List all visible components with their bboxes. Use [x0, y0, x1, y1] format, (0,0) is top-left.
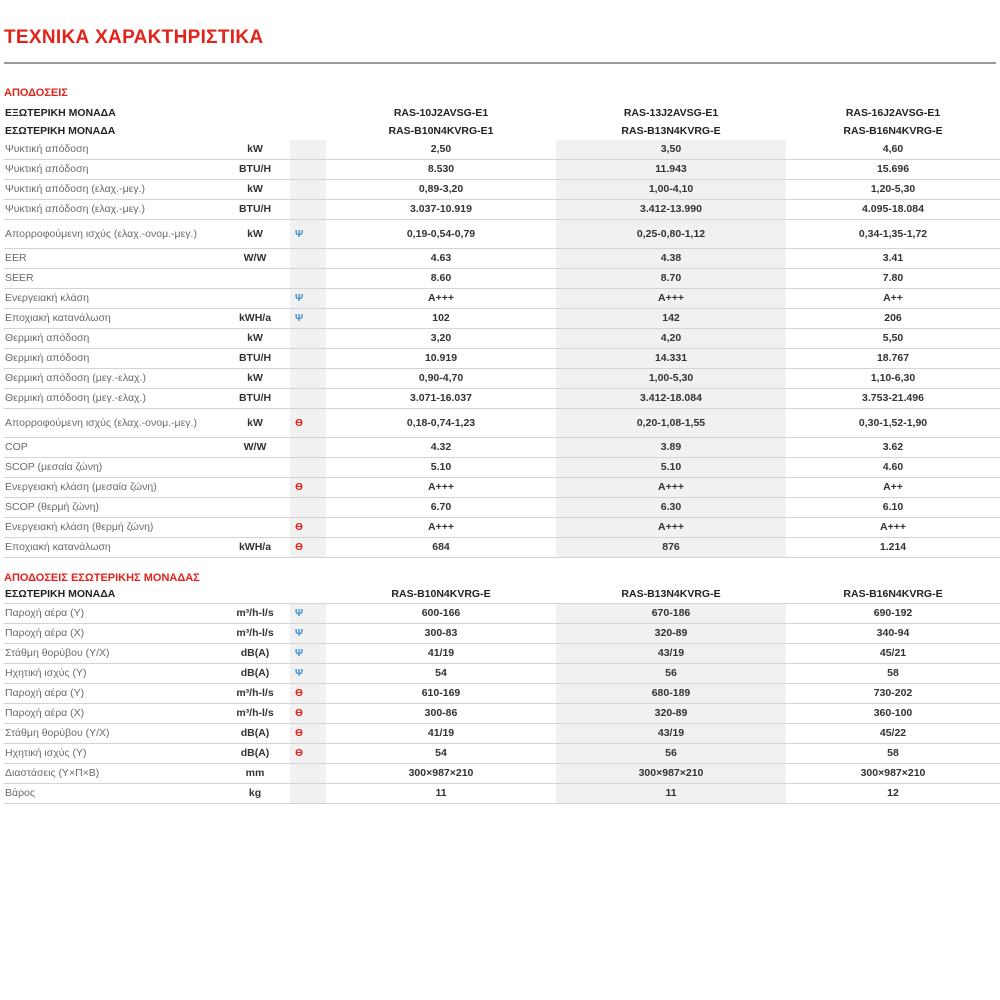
- row-unit: kW: [220, 180, 290, 200]
- row-gap: [308, 349, 326, 369]
- value-model-1: 0,90-4,70: [326, 369, 556, 389]
- value-model-3: 15.696: [786, 160, 1000, 180]
- model-name: RAS-B10N4KVRG-E1: [388, 124, 494, 137]
- row-gap: [308, 140, 326, 160]
- row-unit: kW: [220, 140, 290, 160]
- value-model-2: A+++: [556, 478, 786, 498]
- page-title: ΤΕΧΝΙΚΑ ΧΑΡΑΚΤΗΡΙΣΤΙΚΑ: [4, 27, 264, 48]
- row-label: Εποχιακή κατανάλωση: [4, 309, 220, 329]
- row-unit: BTU/H: [220, 389, 290, 409]
- row-unit: m³/h-l/s: [220, 684, 290, 704]
- value-model-3: 3.41: [786, 249, 1000, 269]
- model-name: RAS-B16N4KVRG-E: [786, 585, 1000, 604]
- row-label: Διαστάσεις (Υ×Π×Β): [4, 764, 220, 784]
- row-unit: m³/h-l/s: [220, 624, 290, 644]
- icon-cell: [290, 784, 308, 804]
- value-model-3: 730-202: [786, 684, 1000, 704]
- row-gap: [308, 309, 326, 329]
- table-header-row: [4, 104, 1000, 122]
- row-label: SCOP (θερμή ζώνη): [4, 498, 220, 518]
- table-row: [4, 200, 1000, 220]
- row-unit: [220, 289, 290, 309]
- value-model-2: 56: [556, 664, 786, 684]
- value-model-2: 3,50: [556, 140, 786, 160]
- heating-icon: [290, 744, 308, 764]
- value-model-2: 0,20-1,08-1,55: [556, 409, 786, 438]
- row-gap: [308, 389, 326, 409]
- row-label: Ψυκτική απόδοση: [4, 140, 220, 160]
- value-model-3: 45/21: [786, 644, 1000, 664]
- heating-icon: [290, 684, 308, 704]
- icon-cell: [290, 458, 308, 478]
- table-row: [4, 409, 1000, 438]
- row-gap: [308, 220, 326, 249]
- heating-icon: [290, 724, 308, 744]
- heating-mode-icon: ϴ: [295, 708, 303, 719]
- row-gap: [308, 478, 326, 498]
- value-model-2: 11: [556, 784, 786, 804]
- section-heading-indoor: ΑΠΟΔΟΣΕΙΣ ΕΣΩΤΕΡΙΚΗΣ ΜΟΝΑΔΑΣ: [4, 572, 200, 584]
- indoor-table: [4, 585, 1000, 804]
- section-heading-performance: ΑΠΟΔΟΣΕΙΣ: [4, 87, 68, 99]
- value-model-1: A+++: [326, 478, 556, 498]
- table-row: [4, 538, 1000, 558]
- value-model-2: 320-89: [556, 624, 786, 644]
- model-name: RAS-16J2AVSG-E1: [845, 106, 941, 119]
- row-label: SCOP (μεσαία ζώνη): [4, 458, 220, 478]
- row-label: Ψυκτική απόδοση (ελαχ.-μεγ.): [4, 200, 220, 220]
- row-unit: m³/h-l/s: [220, 704, 290, 724]
- heating-icon: [290, 409, 308, 438]
- row-gap: [308, 704, 326, 724]
- model-name: RAS-10J2AVSG-E1: [393, 106, 489, 119]
- value-model-3: 7.80: [786, 269, 1000, 289]
- value-model-1: 300-86: [326, 704, 556, 724]
- table-row: [4, 349, 1000, 369]
- model-name: RAS-B16N4KVRG-E: [843, 124, 943, 137]
- value-model-3: 1,20-5,30: [786, 180, 1000, 200]
- value-model-2: 5.10: [556, 458, 786, 478]
- row-gap: [308, 684, 326, 704]
- row-unit: kW: [220, 329, 290, 349]
- value-model-1: 3.071-16.037: [326, 389, 556, 409]
- row-label: Ενεργειακή κλάση: [4, 289, 220, 309]
- table-row: [4, 684, 1000, 704]
- value-model-2: 43/19: [556, 724, 786, 744]
- table-row: [4, 764, 1000, 784]
- table-row: [4, 438, 1000, 458]
- value-model-1: 4.32: [326, 438, 556, 458]
- value-model-1: 0,19-0,54-0,79: [326, 220, 556, 249]
- row-label: Παροχή αέρα (Υ): [4, 684, 220, 704]
- value-model-3: 4.095-18.084: [786, 200, 1000, 220]
- icon-cell: [290, 200, 308, 220]
- row-label: Ηχητική ισχύς (Υ): [4, 664, 220, 684]
- row-label: Παροχή αέρα (Υ): [4, 604, 220, 624]
- value-model-2: 3.412-13.990: [556, 200, 786, 220]
- value-model-3: A++: [786, 478, 1000, 498]
- row-gap: [308, 269, 326, 289]
- heating-mode-icon: ϴ: [295, 522, 303, 533]
- cooling-icon: [290, 664, 308, 684]
- header-icon-spacer: [290, 585, 308, 604]
- value-model-3: 45/22: [786, 724, 1000, 744]
- performance-table: [4, 104, 1000, 558]
- row-unit: m³/h-l/s: [220, 604, 290, 624]
- row-label: Απορροφούμενη ισχύς (ελαχ.-ονομ.-μεγ.): [4, 409, 220, 438]
- heating-icon: [290, 478, 308, 498]
- header-label: ΕΣΩΤΕΡΙΚΗ ΜΟΝΑΔΑ: [4, 585, 220, 604]
- value-model-2: 8.70: [556, 269, 786, 289]
- row-label: Θερμική απόδοση (μεγ.-ελαχ.): [4, 369, 220, 389]
- row-unit: [220, 498, 290, 518]
- value-model-3: 360-100: [786, 704, 1000, 724]
- row-gap: [308, 249, 326, 269]
- row-label: SEER: [4, 269, 220, 289]
- value-model-2: 0,25-0,80-1,12: [556, 220, 786, 249]
- row-unit: dB(A): [220, 644, 290, 664]
- value-model-2: 6.30: [556, 498, 786, 518]
- row-gap: [308, 289, 326, 309]
- value-model-2: 4.38: [556, 249, 786, 269]
- value-model-2: 11.943: [556, 160, 786, 180]
- title-divider: [4, 62, 996, 64]
- value-model-3: 4,60: [786, 140, 1000, 160]
- value-model-1: 54: [326, 744, 556, 764]
- value-model-1: A+++: [326, 518, 556, 538]
- row-label: Ψυκτική απόδοση: [4, 160, 220, 180]
- value-model-3: A++: [786, 289, 1000, 309]
- cooling-icon: [290, 624, 308, 644]
- row-gap: [308, 518, 326, 538]
- cooling-icon: [290, 289, 308, 309]
- value-model-3: 1,10-6,30: [786, 369, 1000, 389]
- value-model-1: 41/19: [326, 724, 556, 744]
- model-name: RAS-13J2AVSG-E1: [623, 106, 719, 119]
- row-unit: kWH/a: [220, 538, 290, 558]
- value-model-1: 11: [326, 784, 556, 804]
- header-gap: [308, 585, 326, 604]
- table-header-row: [4, 585, 1000, 604]
- row-unit: [220, 518, 290, 538]
- row-gap: [308, 604, 326, 624]
- icon-cell: [290, 269, 308, 289]
- table-row: [4, 458, 1000, 478]
- value-model-1: 600-166: [326, 604, 556, 624]
- heating-mode-icon: ϴ: [295, 748, 303, 759]
- row-label: Βάρος: [4, 784, 220, 804]
- cooling-mode-icon: Ψ: [294, 293, 304, 304]
- cooling-mode-icon: Ψ: [294, 668, 304, 679]
- value-model-3: 1.214: [786, 538, 1000, 558]
- row-label: Θερμική απόδοση (μεγ.-ελαχ.): [4, 389, 220, 409]
- row-label: Στάθμη θορύβου (Υ/Χ): [4, 724, 220, 744]
- value-model-2: 670-186: [556, 604, 786, 624]
- icon-cell: [290, 180, 308, 200]
- row-unit: dB(A): [220, 744, 290, 764]
- header-gap: [308, 122, 326, 140]
- value-model-1: 610-169: [326, 684, 556, 704]
- row-gap: [308, 644, 326, 664]
- value-model-1: 10.919: [326, 349, 556, 369]
- row-label: Παροχή αέρα (Χ): [4, 624, 220, 644]
- value-model-3: 5,50: [786, 329, 1000, 349]
- model-name: RAS-B13N4KVRG-E: [556, 585, 786, 604]
- value-model-1: 684: [326, 538, 556, 558]
- value-model-3: 690-192: [786, 604, 1000, 624]
- table-row: [4, 369, 1000, 389]
- row-unit: [220, 478, 290, 498]
- value-model-3: 3.62: [786, 438, 1000, 458]
- value-model-3: 340-94: [786, 624, 1000, 644]
- row-gap: [308, 409, 326, 438]
- heating-mode-icon: ϴ: [295, 482, 303, 493]
- value-model-1: 0,89-3,20: [326, 180, 556, 200]
- table-row: [4, 289, 1000, 309]
- row-label: Παροχή αέρα (Χ): [4, 704, 220, 724]
- value-model-1: 3.037-10.919: [326, 200, 556, 220]
- value-model-3: 0,34-1,35-1,72: [786, 220, 1000, 249]
- value-model-2: A+++: [556, 289, 786, 309]
- value-model-1: 5.10: [326, 458, 556, 478]
- table-row: [4, 220, 1000, 249]
- value-model-2: 56: [556, 744, 786, 764]
- row-unit: kg: [220, 784, 290, 804]
- value-model-2: 3.412-18.084: [556, 389, 786, 409]
- header-unit-spacer: [220, 585, 290, 604]
- model-name: RAS-B10N4KVRG-E: [326, 585, 556, 604]
- table-row: [4, 518, 1000, 538]
- icon-cell: [290, 140, 308, 160]
- value-model-3: 58: [786, 664, 1000, 684]
- icon-cell: [290, 369, 308, 389]
- table-row: [4, 249, 1000, 269]
- row-gap: [308, 764, 326, 784]
- table-row: [4, 664, 1000, 684]
- cooling-mode-icon: Ψ: [294, 628, 304, 639]
- row-unit: kW: [220, 369, 290, 389]
- value-model-1: 3,20: [326, 329, 556, 349]
- row-gap: [308, 724, 326, 744]
- header-label: ΕΞΩΤΕΡΙΚΗ ΜΟΝΑΔΑ: [5, 106, 116, 119]
- icon-cell: [290, 249, 308, 269]
- model-name: RAS-B13N4KVRG-E: [621, 124, 721, 137]
- table-row: [4, 624, 1000, 644]
- cooling-mode-icon: Ψ: [294, 228, 304, 240]
- value-model-3: 3.753-21.496: [786, 389, 1000, 409]
- heating-mode-icon: ϴ: [295, 417, 303, 429]
- value-model-2: 14.331: [556, 349, 786, 369]
- row-label: Απορροφούμενη ισχύς (ελαχ.-ονομ.-μεγ.): [4, 220, 220, 249]
- value-model-2: 680-189: [556, 684, 786, 704]
- header-unit-spacer: [220, 104, 290, 122]
- heating-mode-icon: ϴ: [295, 688, 303, 699]
- table-row: [4, 269, 1000, 289]
- row-unit: BTU/H: [220, 200, 290, 220]
- row-unit: dB(A): [220, 724, 290, 744]
- icon-cell: [290, 349, 308, 369]
- value-model-2: 320-89: [556, 704, 786, 724]
- heating-icon: [290, 704, 308, 724]
- table-row: [4, 604, 1000, 624]
- value-model-1: 8.530: [326, 160, 556, 180]
- value-model-2: 4,20: [556, 329, 786, 349]
- table-row: [4, 644, 1000, 664]
- table-row: [4, 724, 1000, 744]
- row-unit: [220, 458, 290, 478]
- row-gap: [308, 438, 326, 458]
- header-unit-spacer: [220, 122, 290, 140]
- value-model-2: A+++: [556, 518, 786, 538]
- row-gap: [308, 200, 326, 220]
- value-model-3: 300×987×210: [786, 764, 1000, 784]
- cooling-mode-icon: Ψ: [294, 608, 304, 619]
- table-row: [4, 309, 1000, 329]
- table-row: [4, 389, 1000, 409]
- value-model-1: 54: [326, 664, 556, 684]
- value-model-1: 41/19: [326, 644, 556, 664]
- row-gap: [308, 498, 326, 518]
- row-unit: dB(A): [220, 664, 290, 684]
- value-model-3: 0,30-1,52-1,90: [786, 409, 1000, 438]
- row-unit: kW: [220, 220, 290, 249]
- table-row: [4, 329, 1000, 349]
- row-gap: [308, 180, 326, 200]
- value-model-2: 1,00-5,30: [556, 369, 786, 389]
- icon-cell: [290, 764, 308, 784]
- icon-cell: [290, 438, 308, 458]
- row-gap: [308, 538, 326, 558]
- row-gap: [308, 329, 326, 349]
- row-label: Θερμική απόδοση: [4, 329, 220, 349]
- value-model-1: 300-83: [326, 624, 556, 644]
- cooling-mode-icon: Ψ: [294, 648, 304, 659]
- value-model-3: 4.60: [786, 458, 1000, 478]
- row-label: Εποχιακή κατανάλωση: [4, 538, 220, 558]
- row-label: Ψυκτική απόδοση (ελαχ.-μεγ.): [4, 180, 220, 200]
- table-header-row: [4, 122, 1000, 140]
- row-label: Στάθμη θορύβου (Υ/Χ): [4, 644, 220, 664]
- header-label: ΕΣΩΤΕΡΙΚΗ ΜΟΝΑΔΑ: [5, 124, 116, 137]
- icon-cell: [290, 389, 308, 409]
- table-row: [4, 180, 1000, 200]
- heating-icon: [290, 538, 308, 558]
- value-model-2: 142: [556, 309, 786, 329]
- row-unit: W/W: [220, 249, 290, 269]
- row-gap: [308, 624, 326, 644]
- value-model-3: 6.10: [786, 498, 1000, 518]
- row-label: COP: [4, 438, 220, 458]
- icon-cell: [290, 160, 308, 180]
- value-model-3: 18.767: [786, 349, 1000, 369]
- heating-icon: [290, 518, 308, 538]
- heating-mode-icon: ϴ: [295, 542, 303, 553]
- value-model-2: 1,00-4,10: [556, 180, 786, 200]
- cooling-icon: [290, 309, 308, 329]
- table-row: [4, 744, 1000, 764]
- value-model-1: 4.63: [326, 249, 556, 269]
- cooling-icon: [290, 644, 308, 664]
- row-gap: [308, 369, 326, 389]
- row-gap: [308, 744, 326, 764]
- value-model-3: A+++: [786, 518, 1000, 538]
- icon-cell: [290, 498, 308, 518]
- value-model-1: 300×987×210: [326, 764, 556, 784]
- row-unit: BTU/H: [220, 160, 290, 180]
- row-label: Θερμική απόδοση: [4, 349, 220, 369]
- row-gap: [308, 458, 326, 478]
- row-unit: BTU/H: [220, 349, 290, 369]
- row-gap: [308, 784, 326, 804]
- header-gap: [308, 104, 326, 122]
- table-row: [4, 784, 1000, 804]
- table-row: [4, 140, 1000, 160]
- table-row: [4, 704, 1000, 724]
- table-row: [4, 478, 1000, 498]
- row-unit: kWH/a: [220, 309, 290, 329]
- row-gap: [308, 664, 326, 684]
- cooling-mode-icon: Ψ: [294, 313, 304, 324]
- row-unit: W/W: [220, 438, 290, 458]
- header-icon-spacer: [290, 122, 308, 140]
- value-model-1: 8.60: [326, 269, 556, 289]
- row-unit: mm: [220, 764, 290, 784]
- row-label: Ενεργειακή κλάση (θερμή ζώνη): [4, 518, 220, 538]
- value-model-3: 58: [786, 744, 1000, 764]
- value-model-1: 2,50: [326, 140, 556, 160]
- value-model-2: 876: [556, 538, 786, 558]
- row-label: EER: [4, 249, 220, 269]
- value-model-1: A+++: [326, 289, 556, 309]
- value-model-3: 206: [786, 309, 1000, 329]
- row-unit: kW: [220, 409, 290, 438]
- cooling-icon: [290, 220, 308, 249]
- row-gap: [308, 160, 326, 180]
- cooling-icon: [290, 604, 308, 624]
- row-label: Ηχητική ισχύς (Υ): [4, 744, 220, 764]
- heating-mode-icon: ϴ: [295, 728, 303, 739]
- table-row: [4, 160, 1000, 180]
- table-row: [4, 498, 1000, 518]
- value-model-1: 102: [326, 309, 556, 329]
- row-label: Ενεργειακή κλάση (μεσαία ζώνη): [4, 478, 220, 498]
- value-model-1: 6.70: [326, 498, 556, 518]
- icon-cell: [290, 329, 308, 349]
- value-model-3: 12: [786, 784, 1000, 804]
- row-unit: [220, 269, 290, 289]
- value-model-1: 0,18-0,74-1,23: [326, 409, 556, 438]
- value-model-2: 43/19: [556, 644, 786, 664]
- value-model-2: 300×987×210: [556, 764, 786, 784]
- header-icon-spacer: [290, 104, 308, 122]
- value-model-2: 3.89: [556, 438, 786, 458]
